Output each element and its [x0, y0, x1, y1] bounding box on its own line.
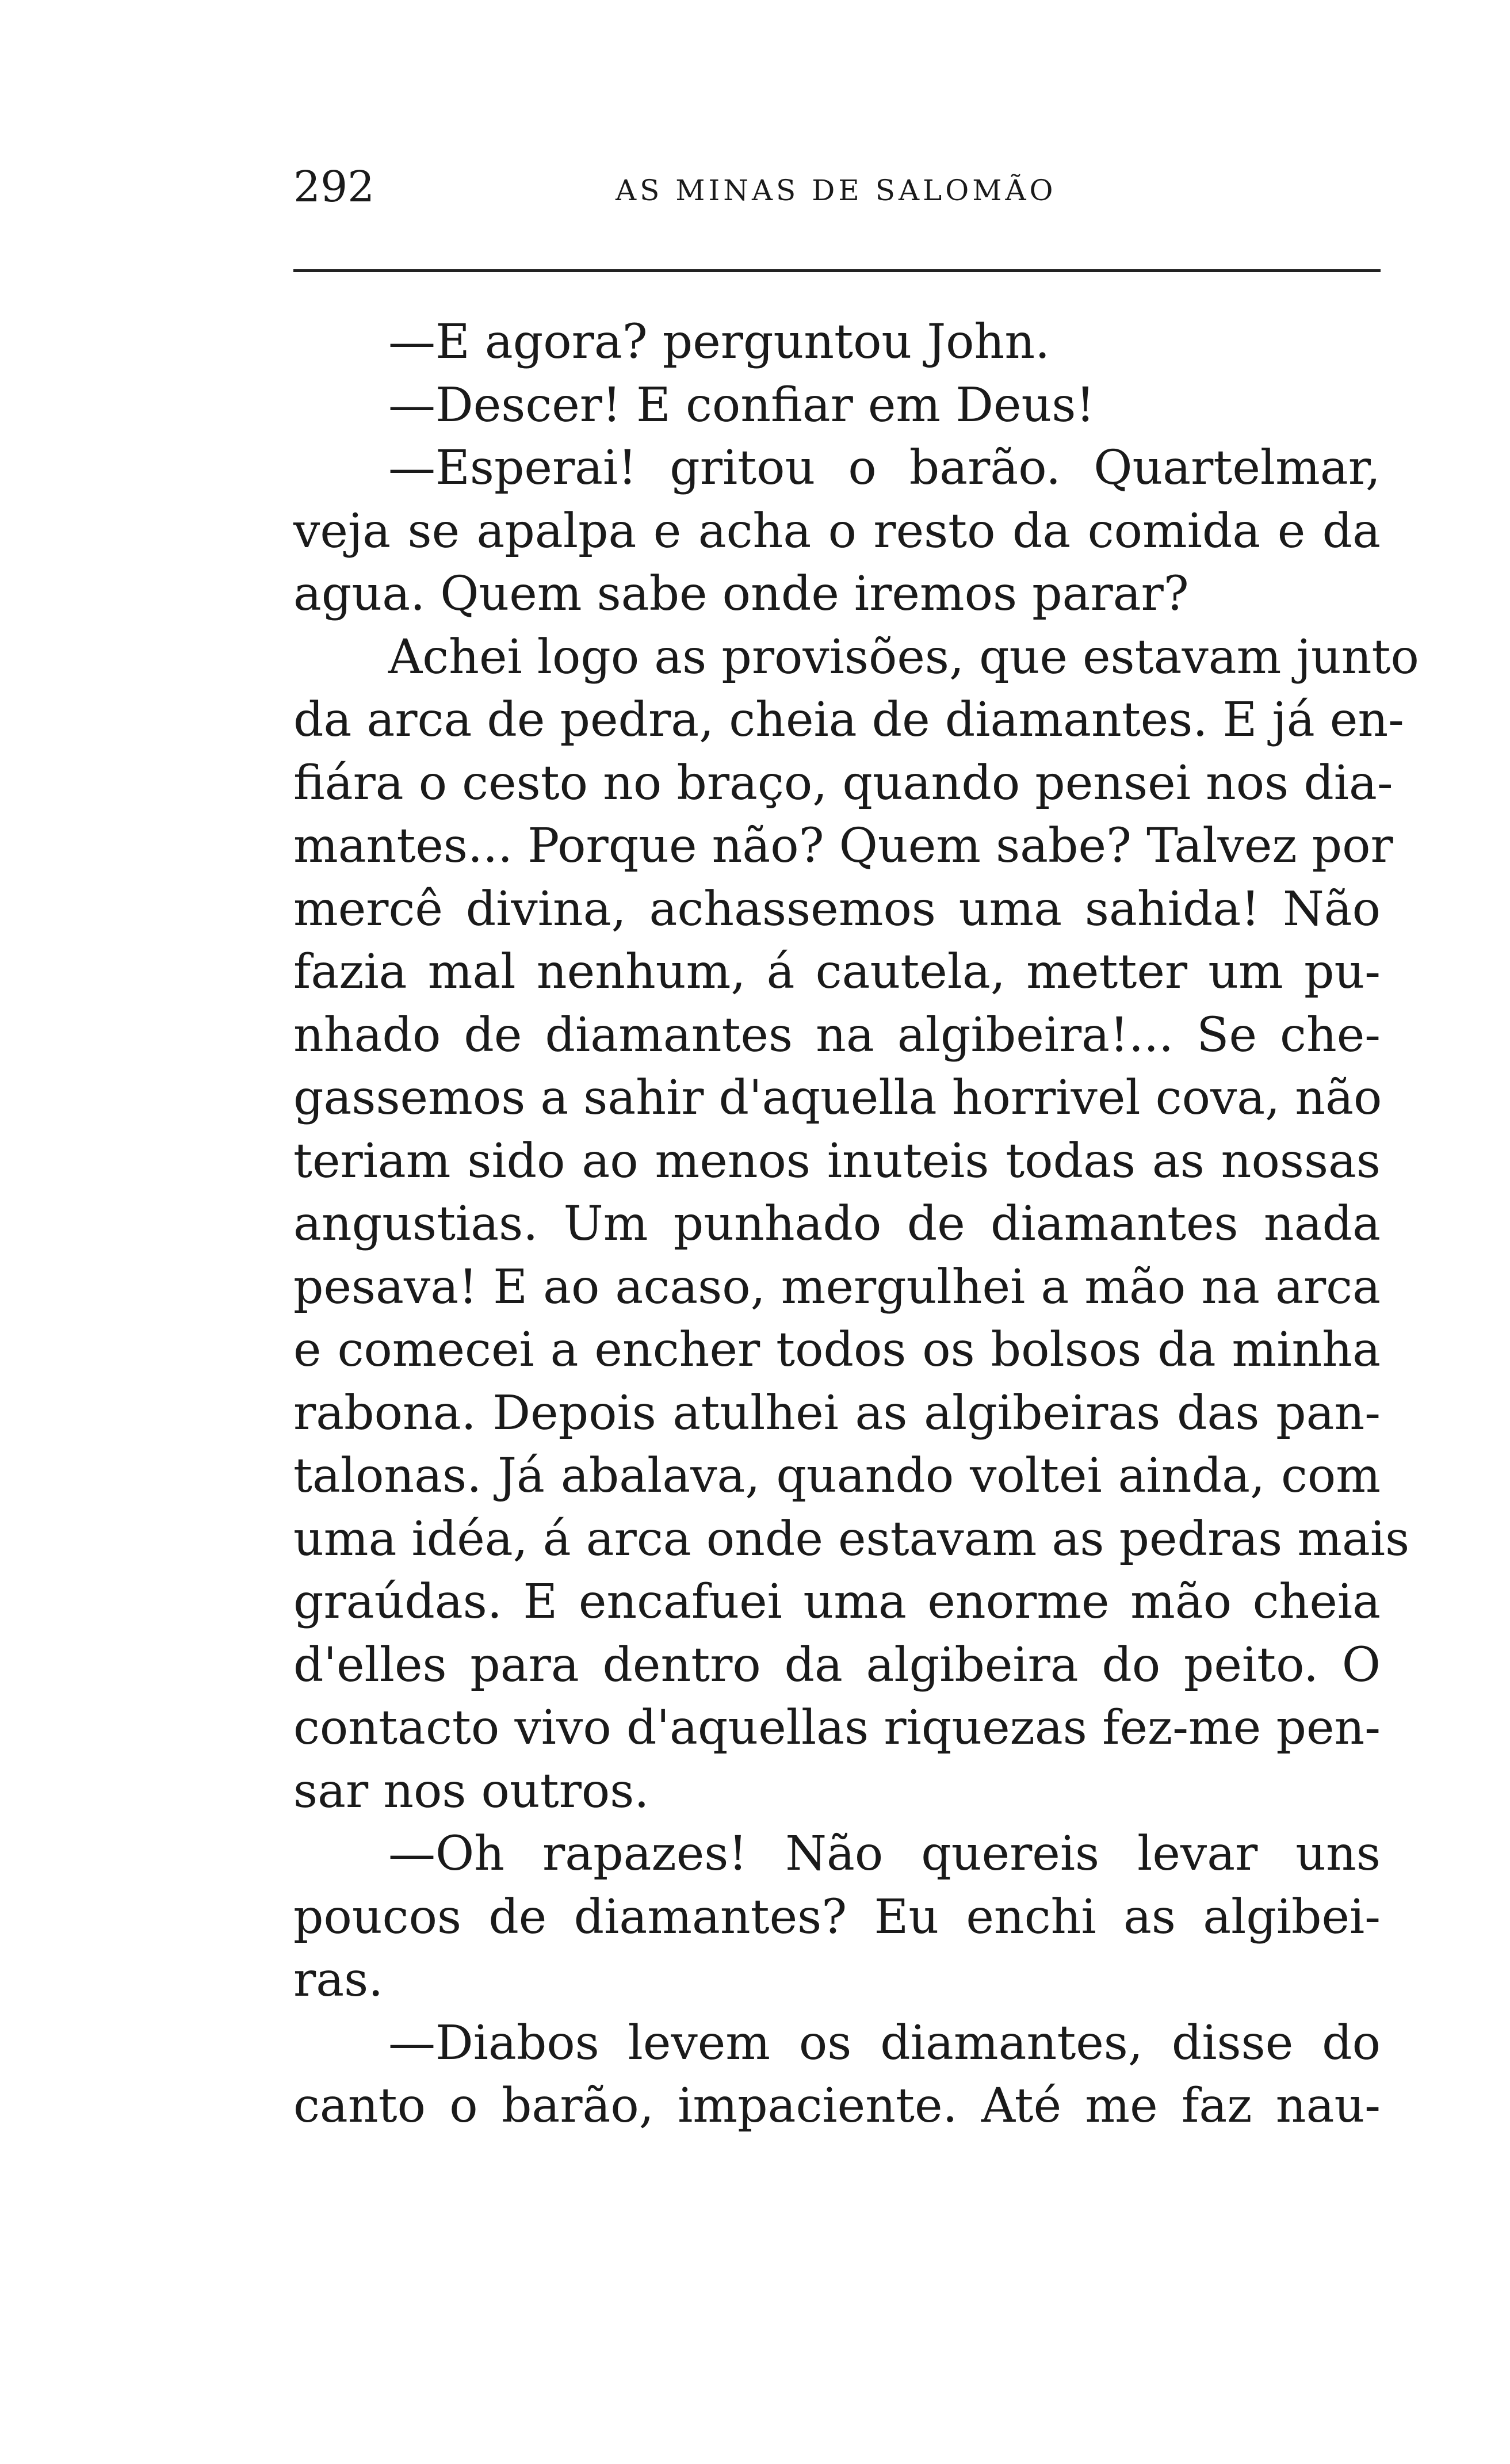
text-line: contacto vivo d'aquellas riquezas fez-me pen- — [293, 1701, 1381, 1755]
text-line: —Esperai! gritou o barão. Quartelmar, — [388, 441, 1381, 495]
text-line: pesava! E ao acaso, mergulhei a mão na arca — [293, 1259, 1381, 1315]
body-text — [293, 311, 1419, 2138]
text-line: talonas. Já abalava, quando voltei ainda, com — [293, 1449, 1381, 1503]
text-line: uma idéa, á arca onde estavam as pedras mais — [293, 1511, 1410, 1567]
text-line: teriam sido ao menos inuteis todas as nossas — [293, 1133, 1381, 1189]
text-line: ras. — [293, 1953, 384, 2007]
text-line: poucos de diamantes? Eu enchi as algibei- — [293, 1889, 1381, 1945]
text-line: d'elles para dentro da algibeira do peito. O — [293, 1637, 1381, 1693]
text-line: graúdas. E encafuei uma enorme mão cheia — [293, 1575, 1381, 1629]
text-line: canto o barão, impaciente. Até me faz nau- — [293, 2079, 1381, 2133]
text-line: —Oh rapazes! Não quereis levar uns — [388, 1827, 1381, 1881]
text-line: e comecei a encher todos os bolsos da minha — [293, 1323, 1381, 1377]
text-line: —Descer! E confiar em Deus! — [388, 377, 1095, 433]
page-number: 292 — [293, 162, 375, 212]
text-line: fazia mal nenhum, á cautela, metter um pu- — [293, 945, 1381, 999]
page-header — [293, 155, 1381, 219]
text-line: da arca de pedra, cheia de diamantes. E já en- — [293, 693, 1404, 747]
text-line: veja se apalpa e acha o resto da comida e da — [293, 503, 1381, 559]
text-line: —Diabos levem os diamantes, disse do — [388, 2015, 1381, 2070]
text-line: Achei logo as provisões, que estavam junto — [388, 629, 1419, 685]
text-line: fiára o cesto no braço, quando pensei nos dia- — [293, 755, 1393, 811]
text-line: mantes... Porque não? Quem sabe? Talvez por — [293, 819, 1393, 873]
text-line: mercê divina, achassemos uma sahida! Não — [293, 881, 1381, 937]
text-line: agua. Quem sabe onde iremos parar? — [293, 567, 1189, 621]
running-title: AS MINAS DE SALOMÃO — [616, 174, 1057, 207]
text-line: angustias. Um punhado de diamantes nada — [293, 1197, 1381, 1251]
text-line: gassemos a sahir d'aquella horrivel cova, não — [293, 1071, 1382, 1125]
text-line: —E agora? perguntou John. — [388, 315, 1050, 369]
header-rule — [293, 269, 1381, 272]
text-line: rabona. Depois atulhei as algibeiras das pan- — [293, 1385, 1381, 1441]
text-line: nhado de diamantes na algibeira!... Se che- — [293, 1007, 1381, 1063]
text-line: sar nos outros. — [293, 1763, 649, 1819]
